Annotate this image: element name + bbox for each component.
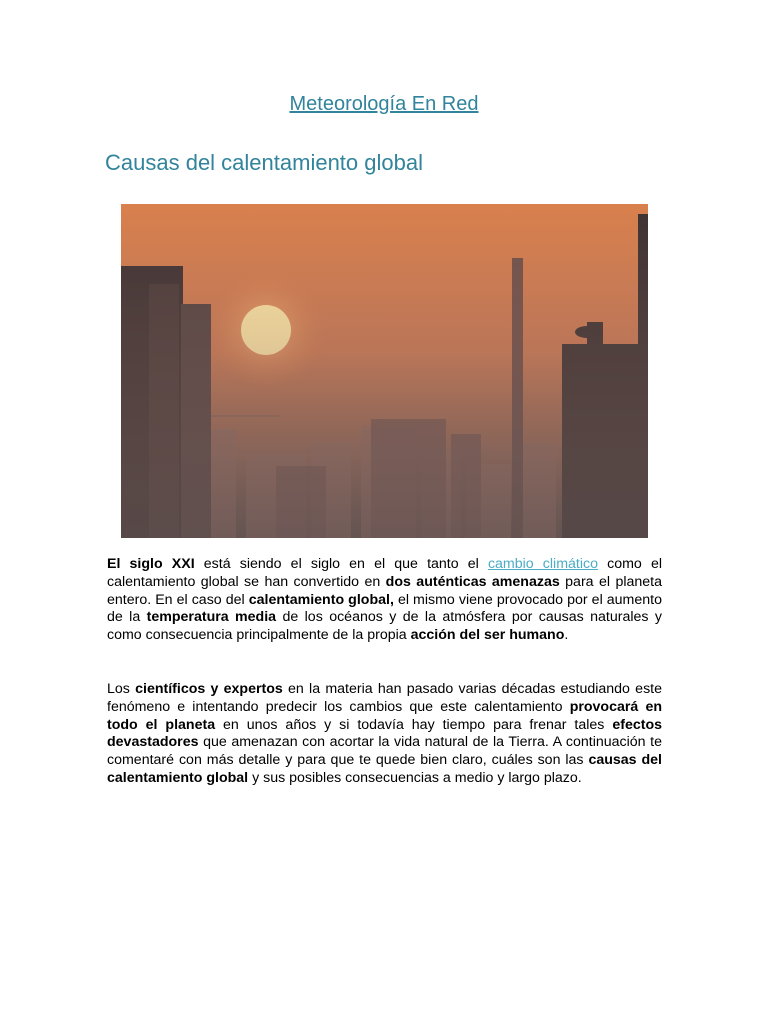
body-text: está siendo el siglo en el que tanto el <box>194 556 488 572</box>
body-text: para el planeta entero. En el caso del <box>107 573 662 608</box>
body-text: y sus posibles consecuencias a medio y largo plazo. <box>248 769 582 786</box>
paragraph-intro <box>107 556 662 645</box>
bold-text: temperatura media <box>146 609 277 626</box>
body-text: . <box>564 627 569 644</box>
page-title: Causas del calentamiento global <box>105 150 423 175</box>
bold-text: acción del ser humano <box>410 627 565 644</box>
body-text: de los océanos y de la atmósfera por causas naturales y como consecuencia principalmente de la propia <box>107 609 662 644</box>
sunset-city-photo <box>121 204 648 538</box>
body-text: que amenazan con acortar la vida natural de la Tierra. A continuación te comentaré con más detalle y para que te quede bien claro, cuáles son las <box>107 734 662 769</box>
cambio-climatico-link[interactable]: cambio climático <box>487 556 598 572</box>
bold-text: dos auténticas amenazas <box>385 573 560 590</box>
paragraph-scientists <box>107 681 662 788</box>
body-text: como el calentamiento global se han convertido en <box>107 556 663 590</box>
bold-text: causas del calentamiento global <box>107 752 662 786</box>
bold-text: El siglo XXI <box>107 556 195 572</box>
body-text: en unos años y si todavía hay tiempo para frenar tales <box>215 716 613 733</box>
site-title <box>0 90 768 118</box>
body-text: en la materia han pasado varias décadas estudiando este fenómeno e intentando predecir los cambios que este calentamiento <box>107 681 662 715</box>
bold-text: científicos y expertos <box>135 681 283 697</box>
bold-text: efectos devastadores <box>107 716 663 751</box>
site-title-link[interactable]: Meteorología En Red <box>289 93 479 115</box>
body-text: Los <box>107 681 136 697</box>
bold-text: provocará en todo el planeta <box>107 698 662 733</box>
bold-text: calentamiento global, <box>248 591 394 608</box>
body-text: el mismo viene provocado por el aumento de la <box>107 591 662 626</box>
